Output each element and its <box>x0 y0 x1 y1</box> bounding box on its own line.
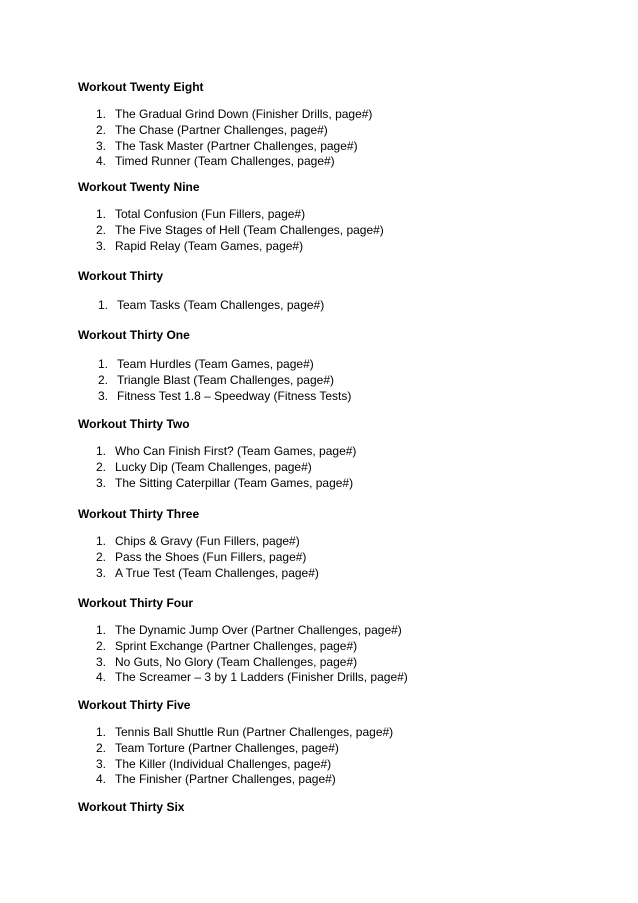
list-text: The Dynamic Jump Over (Partner Challenges, page#) <box>115 623 402 637</box>
list-number: 1. <box>98 357 109 371</box>
list-number: 4. <box>96 154 107 169</box>
list-item <box>78 154 598 170</box>
list-number: 3. <box>96 756 107 771</box>
workout-list <box>78 107 598 170</box>
list-text: A True Test (Team Challenges, page#) <box>115 565 319 580</box>
list-item <box>78 566 598 582</box>
list-item <box>78 725 598 741</box>
list-text: The Killer (Individual Challenges, page#) <box>115 756 332 771</box>
list-number: 3. <box>96 238 107 253</box>
workout-list <box>78 357 598 404</box>
list-text: Team Hurdles (Team Games, page#) <box>117 357 314 371</box>
list-item <box>78 139 598 155</box>
list-number: 3. <box>96 138 107 153</box>
list-text: Rapid Relay (Team Games, page#) <box>115 238 304 253</box>
list-item <box>78 772 598 788</box>
list-item <box>78 444 598 460</box>
list-number: 2. <box>96 222 107 237</box>
list-text: The Gradual Grind Down (Finisher Drills, page#) <box>115 107 373 121</box>
list-number: 3. <box>96 654 107 669</box>
list-text: Team Tasks (Team Challenges, page#) <box>117 298 325 312</box>
workout-title: Workout Thirty Four <box>78 596 194 610</box>
list-number: 2. <box>96 549 107 564</box>
list-item <box>78 223 598 239</box>
list-item <box>78 357 598 373</box>
list-text: Team Torture (Partner Challenges, page#) <box>115 740 339 755</box>
workout-list <box>78 207 598 254</box>
workout-title: Workout Thirty One <box>78 328 190 342</box>
workout-section <box>78 80 598 170</box>
list-text: The Task Master (Partner Challenges, page#) <box>115 138 358 153</box>
list-number: 1. <box>96 207 107 221</box>
list-item <box>78 207 598 223</box>
list-item <box>78 639 598 655</box>
workout-list <box>78 534 598 581</box>
list-number: 3. <box>96 565 107 580</box>
workout-section <box>78 180 598 254</box>
list-text: Pass the Shoes (Fun Fillers, page#) <box>115 549 307 564</box>
list-item <box>78 623 598 639</box>
workout-section <box>78 800 598 815</box>
list-number: 1. <box>96 107 107 121</box>
list-item <box>78 239 598 255</box>
list-item <box>78 460 598 476</box>
workout-list <box>78 623 598 686</box>
workout-title: Workout Thirty Three <box>78 507 200 521</box>
list-item <box>78 757 598 773</box>
workout-title: Workout Twenty Eight <box>78 80 204 94</box>
list-number: 1. <box>96 534 107 548</box>
list-item <box>78 741 598 757</box>
list-text: Who Can Finish First? (Team Games, page#) <box>115 444 357 458</box>
list-text: No Guts, No Glory (Team Challenges, page#) <box>115 654 358 669</box>
list-text: Lucky Dip (Team Challenges, page#) <box>115 459 312 474</box>
list-text: Fitness Test 1.8 – Speedway (Fitness Tests) <box>117 388 352 403</box>
list-number: 2. <box>96 122 107 137</box>
list-text: Total Confusion (Fun Fillers, page#) <box>115 207 306 221</box>
list-number: 1. <box>96 725 107 739</box>
list-text: The Screamer – 3 by 1 Ladders (Finisher Drills, page#) <box>115 670 408 685</box>
list-item <box>78 123 598 139</box>
list-item <box>78 107 598 123</box>
workout-section <box>78 698 598 788</box>
list-text: Timed Runner (Team Challenges, page#) <box>115 154 335 169</box>
workout-title: Workout Thirty Two <box>78 417 190 431</box>
list-text: Sprint Exchange (Partner Challenges, page#) <box>115 638 358 653</box>
list-item <box>78 373 598 389</box>
list-item <box>78 534 598 550</box>
list-number: 3. <box>96 475 107 490</box>
list-text: Triangle Blast (Team Challenges, page#) <box>117 372 335 387</box>
list-text: The Five Stages of Hell (Team Challenges, page#) <box>115 222 384 237</box>
list-item <box>78 655 598 671</box>
list-text: The Finisher (Partner Challenges, page#) <box>115 772 336 787</box>
list-number: 3. <box>98 388 109 403</box>
list-item <box>78 389 598 405</box>
workout-list <box>78 444 598 491</box>
workout-title: Workout Twenty Nine <box>78 180 200 194</box>
workout-title: Workout Thirty Five <box>78 698 191 712</box>
list-number: 1. <box>98 298 109 312</box>
list-text: Chips & Gravy (Fun Fillers, page#) <box>115 534 300 548</box>
list-item <box>78 550 598 566</box>
list-item <box>78 476 598 492</box>
workout-list <box>78 725 598 788</box>
list-number: 4. <box>96 670 107 685</box>
list-item <box>78 298 598 314</box>
list-item <box>78 670 598 686</box>
workout-section <box>78 269 598 314</box>
workout-section <box>78 507 598 581</box>
list-number: 1. <box>96 444 107 458</box>
workout-list <box>78 298 598 314</box>
list-number: 2. <box>96 740 107 755</box>
workout-section <box>78 328 598 404</box>
list-number: 2. <box>96 638 107 653</box>
workout-section <box>78 417 598 491</box>
list-number: 4. <box>96 772 107 787</box>
workout-title: Workout Thirty <box>78 269 164 283</box>
list-number: 1. <box>96 623 107 637</box>
list-text: The Chase (Partner Challenges, page#) <box>115 122 328 137</box>
list-number: 2. <box>98 372 109 387</box>
workout-section <box>78 596 598 686</box>
list-text: The Sitting Caterpillar (Team Games, page#) <box>115 475 354 490</box>
list-text: Tennis Ball Shuttle Run (Partner Challenges, page#) <box>115 725 394 739</box>
workout-title: Workout Thirty Six <box>78 800 185 814</box>
list-number: 2. <box>96 459 107 474</box>
